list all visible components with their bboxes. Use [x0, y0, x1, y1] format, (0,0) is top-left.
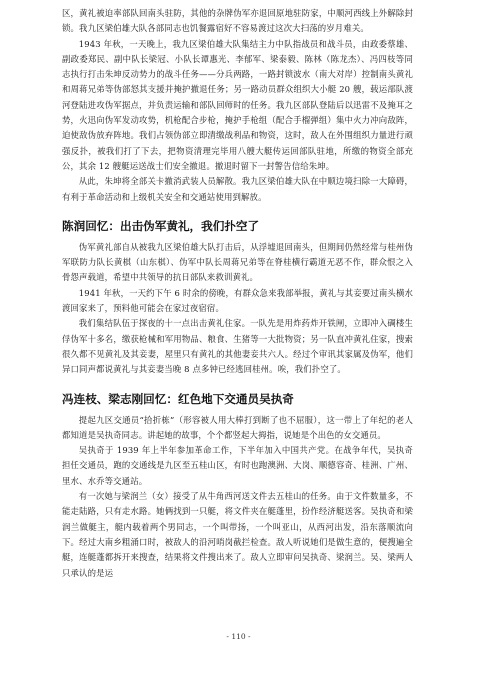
body-paragraph: 提起九区交通员“拾折栋”（形容被人用大棒打到断了也不屈服），这一带上了年纪的老人都知道是吴执奇同志。讲起她的故事，个个都竖起大拇指，说她是个出色的女交通员。: [62, 414, 413, 440]
body-paragraph: 我们集结队伍于探夜的十一点出击黄礼住家。一队先是用炸药炸开铁闸，立即冲入碉楼生俘伪军十多名，缴获枪械和军用物品、粮食、生猪等一大批物资；另一队直冲黄礼住家，搜索很久都不见黄礼及其妾妻，屋里只有黄礼的其他妻妾共六人。经过个审讯其家属及伪军，他们异口同声都说黄礼与其妾妻当晚 8 点多钟已经逃回桂州。唉，我们扑空了。: [62, 318, 413, 375]
section-heading: 冯连枝、梁志刚回忆：红色地下交通员吴执奇: [62, 391, 294, 406]
section-heading: 陈润回忆：出击伪军黄礼，我们扑空了: [62, 218, 260, 233]
page-number: - 110 -: [226, 632, 251, 641]
body-paragraph: 区，黄礼被迫率部队回南头驻防，其他的杂牌伪军亦退回原地驻防家，中顺河西线上外解除封锁。我九区梁伯雄大队各部同志也饥餐露宿好不容易渡过这次大扫荡的岁月难关。: [62, 8, 413, 34]
body-paragraph: 1943 年秋，一天晚上，我九区梁伯雄大队集结主力中队指战员和战斗员，由政委蔡雄、副政委郑民、副中队长梁冠、小队长谭惠光、李郁军、梁泰毅、陈林（陈龙杰）、冯四枝等同志执行打击朱坤反动势力的战斗任务——分兵两路，一路封锁波水（南大对岸）控制南头黄礼和周蒋兄弟等伪部怒其支援并掩护撤退任务；另一路动员群众组织大小艇 20 艘，载运部队渡河登陆进攻伪军据点，并负责运输和部队回师时的任务。我九区部队登陆后以迅雷不及掩耳之势，火迅向伪军发动攻势，机枪配合步枪，掩护手枪组（配合手榴弹组）集中火力冲向敌阵，迫使敌伪放弃阵地。我们占领伪部立即清缴战利品和物资，这时，敌人在外围组织力量进行顽强反扑，被我们打了下去，把物资清理完毕用八艘大艇传运回部队驻地，所缴的物资全部充公，其余 12 艘艇运送战士们安全撤退。撤退时留下一封警告信给朱坤。: [62, 38, 413, 171]
body-paragraph: 伪军黄礼部自从被我九区梁伯雄大队打击后，从浮墟退回南头，但期间仍然经常与桂州伪军联防力队长黄棋（山东棋）、伪军中队长周蒋兄弟等在脊桂横行霸道无恶不作，群众恨之入骨怨声载道，希望中共领导的抗日部队来救训黄礼。: [62, 241, 413, 283]
body-paragraph: 1941 年秋，一天约下午 6 时余的傍晚，有群众急来我部举报，黄礼与其妾要过南头横水渡回家来了，预料他可能会在家过夜宿宿。: [62, 287, 413, 314]
body-paragraph: 有一次她与梁润兰（女）接受了从牛角西河送文件去五桂山的任务。由于文件数量多，不能走陆路，只有走水路。她俩找到一只艇，将文件夹在艇蓬里，扮作经济艇送客。吴执奇和梁润兰做艇主，艇内载着两个男同志，一个叫带扬，一个叫亚山，从西河出发，沿东落顺流向下。经过大南乡粗涌口时，被敌人的沿河哨岗截拦检查。敌人听说她们是做生意的，便搜遍全艇，连艇蓬都拆开来搜查，结果将文件搜出来了。敌人立即审问吴执奇、梁润兰。吴、梁两人只承认的是运: [62, 491, 413, 578]
body-paragraph: 从此，朱坤将全部关卡撤消武装人员解散。我九区梁伯雄大队在中顺边境扫除一大障碍，有利于革命活动和上级机关安全和交通站使用到解放。: [62, 176, 413, 202]
body-paragraph: 吴执奇于 1939 年上半年参加革命工作，下半年加入中国共产党。在战争年代，吴执奇担任交通员，跑的交通线是九区至五桂山区，有时也跑澳洲、大岗、顺德容奇、桂洲、广州、里水、水乔等交通站。: [62, 445, 413, 486]
